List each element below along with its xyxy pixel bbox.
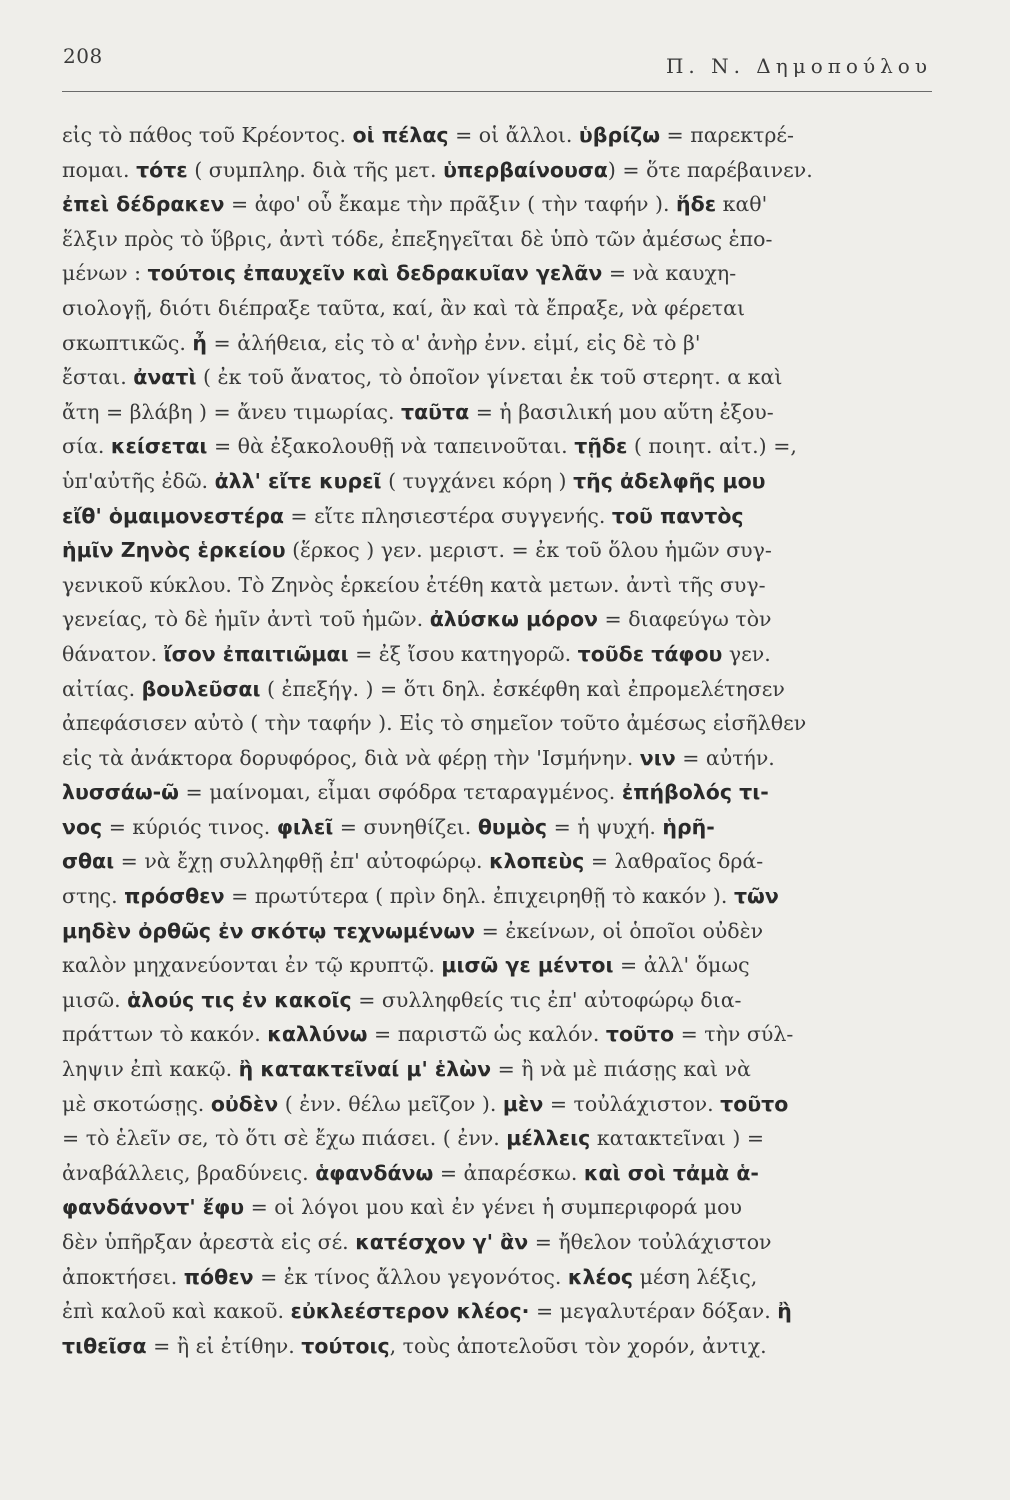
gloss: θάνατον. [62, 641, 164, 666]
text-line [62, 291, 932, 326]
lemma: ταῦτα [401, 399, 470, 424]
gloss: κατακτεῖναι ) = [590, 1126, 765, 1151]
text-line [62, 1121, 932, 1156]
text-line [62, 948, 932, 983]
lemma: κλέος [567, 1264, 634, 1289]
gloss: στης. [62, 884, 125, 909]
gloss: , τοὺς ἀποτελοῦσι τὸν χορόν, ἀντιχ. [389, 1333, 767, 1358]
lemma: ἐπήβολός τι- [621, 780, 769, 805]
lemma: θυμὸς [477, 814, 548, 839]
gloss: = ἀλήθεια, εἰς τὸ α' ἀνὴρ ἐνν. εἰμί, εἰς δὲ τὸ β' [207, 330, 701, 355]
lemma: μέλλεις [506, 1126, 591, 1151]
header-rule [62, 91, 932, 92]
gloss: = παριστῶ ὡς καλόν. [367, 1022, 606, 1047]
lemma: ἥδε [676, 192, 717, 217]
gloss: = ἐκ τίνος ἄλλου γεγονότος. [253, 1264, 568, 1289]
gloss: = κύριός τινος. [102, 814, 277, 839]
text-line [62, 222, 932, 257]
gloss: (ἕρκος ) γεν. μεριστ. = ἐκ τοῦ ὅλου ἡμῶν συγ- [285, 538, 772, 563]
text-line [62, 395, 932, 430]
lemma: κείσεται [110, 434, 208, 459]
gloss: σία. [62, 434, 111, 459]
gloss: = τὸ ἑλεῖν σε, τὸ ὅτι σὲ ἔχω πιάσει. ( ἐνν. [62, 1126, 507, 1151]
gloss: = νὰ ἔχῃ συλληφθῇ ἐπ' αὐτοφώρῳ. [114, 849, 490, 874]
text-line [62, 914, 932, 949]
gloss: = οἱ ἄλλοι. [448, 123, 579, 147]
gloss: πομαι. [62, 157, 137, 182]
text-line [62, 775, 932, 810]
lemma: μὲν [502, 1091, 544, 1116]
gloss: = ἤθελον τοὐλάχιστον [528, 1230, 772, 1254]
lemma: βουλεῦσαι [141, 676, 261, 701]
gloss: = πρωτύτερα ( πρὶν δηλ. ἐπιχειρηθῇ τὸ κακόν ). [224, 884, 734, 909]
lemma: τιθεῖσα [62, 1333, 147, 1358]
lemma: ἁφανδάνω [315, 1160, 434, 1185]
text-line [62, 326, 932, 361]
gloss: = τοὐλάχιστον. [543, 1091, 721, 1116]
lemma: ἡμῖν Ζηνὸς ἑρκείου [62, 538, 286, 563]
lemma: οἱ πέλας [352, 123, 449, 147]
text-line [62, 1294, 932, 1329]
lemma: μηδὲν ὀρθῶς ἐν σκότῳ τεχνωμένων [62, 918, 476, 943]
lemma: λυσσάω-ῶ [62, 780, 179, 805]
text-line [62, 568, 932, 603]
gloss: ) = ὅτε παρέβαινεν. [607, 157, 813, 182]
gloss: σκωπτικῶς. [62, 330, 193, 355]
gloss: ἄτη = βλάβη ) = ἄνευ τιμωρίας. [62, 399, 401, 424]
gloss: ( ἐκ τοῦ ἄνατος, τὸ ὁποῖον γίνεται ἐκ τοῦ στερητ. α καὶ [196, 365, 783, 390]
gloss: = νὰ καυχη- [602, 261, 737, 286]
gloss: = ἀλλ' ὅμως [613, 953, 750, 978]
gloss: πράττων τὸ κακόν. [62, 1022, 268, 1047]
text-line [62, 1260, 932, 1295]
gloss: ( ἐπεξήγ. ) = ὅτι δηλ. ἐσκέφθη καὶ ἐπρομελέτησεν [260, 676, 785, 701]
gloss: = παρεκτρέ- [660, 123, 794, 147]
gloss: = ἢ εἰ ἐτίθην. [146, 1333, 302, 1358]
gloss: ( ἐνν. θέλω μεῖζον ). [278, 1091, 503, 1116]
gloss: ἐπὶ καλοῦ καὶ κακοῦ. [62, 1299, 291, 1324]
gloss: σιολογῇ, διότι διέπραξε ταῦτα, καί, ἂν καὶ τὰ ἔπραξε, νὰ φέρεται [62, 295, 746, 320]
text-line [62, 1329, 932, 1364]
gloss: = οἱ λόγοι μου καὶ ἐν γένει ἡ συμπεριφορά μου [244, 1195, 742, 1220]
lemma: εἴθ' ὁμαιμονεστέρα [62, 503, 284, 528]
gloss: ὑπ'αὐτῆς ἐδῶ. [62, 468, 215, 493]
lemma: τῇδε [574, 434, 628, 459]
lemma: καὶ σοὶ τἀμὰ ἁ- [583, 1160, 759, 1185]
text-line [62, 1052, 932, 1087]
lemma: ἁλούς τις ἐν κακοῖς [127, 987, 352, 1012]
lemma: καλλύνω [267, 1022, 368, 1047]
lemma: ἀνατὶ [133, 365, 197, 390]
gloss: = ἐξ ἴσου κατηγορῶ. [348, 641, 578, 666]
lemma: σθαι [62, 849, 115, 874]
text-line [62, 118, 932, 153]
gloss: = μεγαλυτέραν δόξαν. [529, 1299, 778, 1324]
text-line [62, 741, 932, 776]
gloss: καλὸν μηχανεύονται ἐν τῷ κρυπτῷ. [62, 953, 442, 978]
lemma: οὐδὲν [210, 1091, 279, 1116]
lemma: πόθεν [183, 1264, 254, 1289]
gloss: = ἐκείνων, οἱ ὁποῖοι οὐδὲν [475, 918, 764, 943]
gloss: μισῶ. [62, 987, 128, 1012]
gloss: εἰς τὸ πάθος τοῦ Κρέοντος. [62, 123, 353, 147]
lemma: ὑπερβαίνουσα [443, 157, 608, 182]
text-line [62, 879, 932, 914]
text-line [62, 153, 932, 188]
gloss: μένων : [62, 261, 148, 286]
lemma: τῆς ἀδελφῆς μου [573, 468, 766, 493]
gloss: μέση λέξις, [633, 1264, 758, 1289]
gloss: μὲ σκοτώσῃς. [62, 1091, 211, 1116]
lemma: ἦ [192, 330, 208, 355]
lemma: ἢ [777, 1299, 792, 1324]
lemma: τῶν [733, 884, 779, 909]
commentary-text [62, 118, 932, 1363]
gloss: ἔσται. [62, 365, 134, 390]
lemma: κατέσχον γ' ἂν [355, 1230, 529, 1254]
text-line [62, 187, 932, 222]
lemma: τότε [136, 157, 188, 182]
page-number: 208 [63, 44, 103, 68]
lemma: ἡρῆ- [662, 814, 715, 839]
lemma: τοῦτο [720, 1091, 789, 1116]
text-line [62, 464, 932, 499]
lemma: κλοπεὺς [489, 849, 585, 874]
text-line [62, 1156, 932, 1191]
running-head: Π. Ν. Δημοπούλου [665, 54, 932, 78]
gloss: = εἴτε πλησιεστέρα συγγενής. [283, 503, 612, 528]
text-line [62, 983, 932, 1018]
lemma: εὐκλεέστερον κλέος· [290, 1299, 530, 1324]
text-line [62, 810, 932, 845]
gloss: = συλληφθείς τις ἐπ' αὐτοφώρῳ δια- [351, 987, 742, 1012]
lemma: ὑβρίζω [578, 123, 661, 147]
lemma: τούτοις ἐπαυχεῖν καὶ δεδρακυῖαν γελᾶν [147, 261, 603, 286]
text-line [62, 360, 932, 395]
gloss: = διαφεύγω τὸν [598, 607, 772, 632]
gloss: εἰς τὰ ἀνάκτορα δορυφόρος, διὰ νὰ φέρῃ τὴν 'Ισμήνην. [62, 745, 640, 770]
gloss: = συνηθίζει. [333, 814, 478, 839]
text-line [62, 429, 932, 464]
gloss: ( ποιητ. αἰτ.) =, [627, 434, 797, 459]
lemma: ἐπεὶ δέδρακεν [62, 192, 225, 217]
gloss: = θὰ ἐξακολουθῇ νὰ ταπεινοῦται. [207, 434, 575, 459]
gloss: καθ' [716, 192, 768, 217]
lemma: μισῶ γε μέντοι [441, 953, 614, 978]
text-line [62, 256, 932, 291]
text-line [62, 1087, 932, 1122]
lemma: ἢ κατακτεῖναί μ' ἑλὼν [238, 1057, 492, 1082]
lemma: νιν [639, 745, 676, 770]
lemma: ἀλύσκω μόρον [429, 607, 598, 632]
lemma: φανδάνοντ' ἔφυ [62, 1195, 245, 1220]
gloss: = ἢ νὰ μὲ πιάσῃς καὶ νὰ [491, 1057, 751, 1082]
gloss: = ἡ ψυχή. [547, 814, 663, 839]
lemma: πρόσθεν [124, 884, 225, 909]
gloss: = ἡ βασιλική μου αὕτη ἐξου- [469, 399, 774, 424]
lemma: τοῦτο [605, 1022, 675, 1047]
text-line [62, 637, 932, 672]
gloss: = λαθραῖος δρά- [584, 849, 764, 874]
gloss: γενικοῦ κύκλου. Τὸ Ζηνὸς ἑρκείου ἐτέθη κατὰ μετων. ἀντὶ τῆς συγ- [62, 572, 766, 597]
lemma: ἴσον ἐπαιτιῶμαι [163, 641, 349, 666]
gloss: ἀποκτήσει. [62, 1264, 184, 1289]
text-line [62, 844, 932, 879]
text-line [62, 672, 932, 707]
gloss: γενείας, τὸ δὲ ἡμῖν ἀντὶ τοῦ ἡμῶν. [62, 607, 430, 632]
lemma: φιλεῖ [276, 814, 334, 839]
text-line [62, 499, 932, 534]
gloss: γεν. [722, 641, 771, 666]
gloss: δὲν ὑπῆρξαν ἀρεστὰ εἰς σέ. [62, 1230, 356, 1254]
text-line [62, 1225, 932, 1260]
gloss: = αὐτήν. [675, 745, 775, 770]
gloss: = ἀφο' οὗ ἔκαμε τὴν πρᾶξιν ( τὴν ταφήν ). [224, 192, 677, 217]
lemma: ἀλλ' εἴτε κυρεῖ [214, 468, 382, 493]
text-line [62, 1017, 932, 1052]
gloss: ληψιν ἐπὶ κακῷ. [62, 1057, 239, 1082]
gloss: ἀναβάλλεις, βραδύνεις. [62, 1160, 316, 1185]
text-line [62, 1190, 932, 1225]
lemma: τούτοις [301, 1333, 390, 1358]
lemma: τοῦδε τάφου [577, 641, 723, 666]
gloss: = τὴν σύλ- [674, 1022, 794, 1047]
lemma: νος [62, 814, 103, 839]
gloss: = μαίνομαι, εἶμαι σφόδρα τεταραγμένος. [178, 780, 622, 805]
gloss: ἕλξιν πρὸς τὸ ὕβρις, ἀντὶ τόδε, ἐπεξηγεῖται δὲ ὑπὸ τῶν ἀμέσως ἑπο- [62, 226, 773, 251]
gloss: = ἀπαρέσκω. [433, 1160, 584, 1185]
text-line [62, 706, 932, 741]
gloss: ( συμπληρ. διὰ τῆς μετ. [187, 157, 444, 182]
text-line [62, 533, 932, 568]
gloss: ( τυγχάνει κόρη ) [381, 468, 574, 493]
text-line [62, 602, 932, 637]
lemma: τοῦ παντὸς [611, 503, 744, 528]
gloss: αἰτίας. [62, 676, 142, 701]
gloss: ἀπεφάσισεν αὐτὸ ( τὴν ταφήν ). Εἰς τὸ σημεῖον τοῦτο ἀμέσως εἰσῆλθεν [62, 711, 807, 736]
